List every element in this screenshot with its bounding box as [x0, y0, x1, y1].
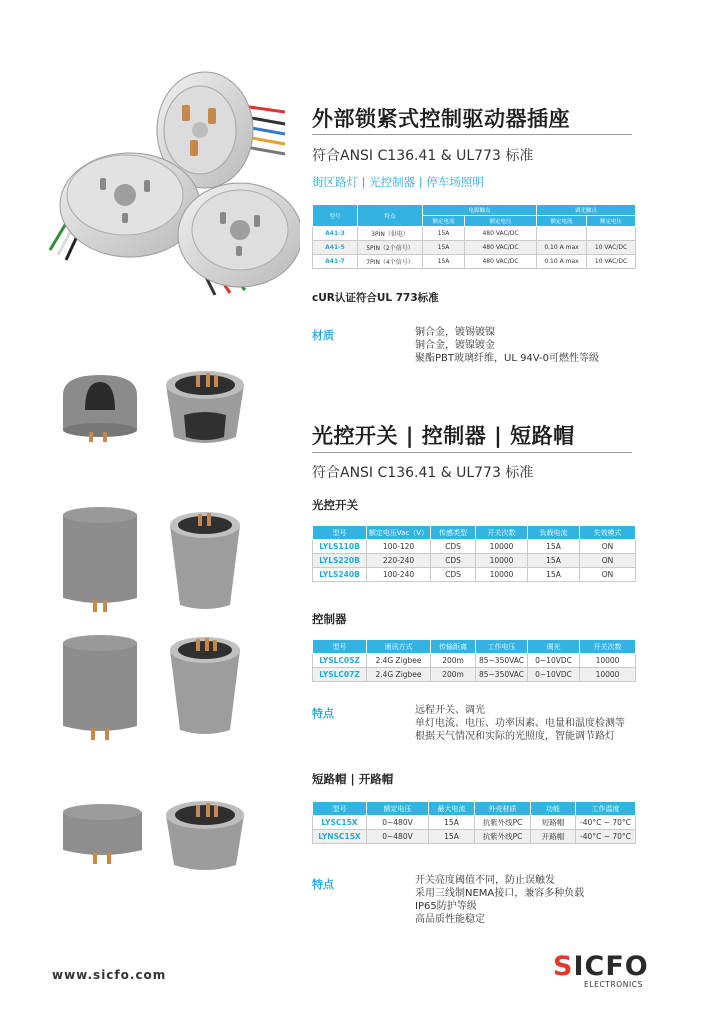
cell: 10000: [580, 654, 636, 668]
table-row: [313, 554, 636, 568]
col-cycles: 开关次数: [476, 526, 528, 540]
table-row: [313, 227, 636, 241]
cell-power-voltage: 480 VAC/DC: [465, 241, 537, 255]
cell-power-voltage: 480 VAC/DC: [465, 227, 537, 241]
col-power-voltage: 额定电压: [465, 216, 537, 227]
table-row: [313, 241, 636, 255]
logo-subtitle: ELECTRONICS: [583, 980, 643, 989]
cell: 15A: [528, 568, 580, 582]
socket-standard: 符合ANSI C136.41 & UL773 标准: [312, 148, 534, 164]
cell: 100-240: [367, 568, 431, 582]
feature-line: IP65防护等级: [415, 901, 477, 912]
cell: 0~10VDC: [528, 654, 580, 668]
cell-control-voltage: 10 VAC/DC: [587, 255, 636, 269]
feature-line: 开关亮度阈值不同，防止误触发: [415, 875, 555, 886]
socket-section-title: 外部锁紧式控制驱动器插座: [312, 107, 570, 131]
shorting-cap-open-image: [160, 795, 250, 880]
controller-feature-label: 特点: [312, 707, 334, 720]
cell-power-current: 15A: [423, 241, 465, 255]
cell: 2.4G Zigbee: [367, 654, 431, 668]
cell: ON: [580, 568, 636, 582]
cell: 10000: [476, 540, 528, 554]
cell-model: LYSC15X: [313, 816, 367, 830]
cell: 0~480V: [367, 816, 429, 830]
cell: 85~350VAC: [476, 668, 528, 682]
cell: 抗紫外线PC: [475, 816, 531, 830]
photocontrol-tall-image: [55, 500, 145, 615]
cell-control-current: 0.10 A max: [537, 255, 587, 269]
logo-s-letter: S: [553, 951, 574, 982]
cell: 0~480V: [367, 830, 429, 844]
cell: 抗紫外线PC: [475, 830, 531, 844]
table-row: [313, 255, 636, 269]
socket-spec-table: [312, 204, 636, 269]
cell-feature: 5PIN（2个信号）: [358, 241, 423, 255]
cell-power-voltage: 480 VAC/DC: [465, 255, 537, 269]
material-line: 聚酯PBT玻璃纤维，UL 94V-0可燃性等级: [415, 353, 600, 364]
col-current: 最大电流: [429, 802, 475, 816]
website-link[interactable]: www.sicfo.com: [52, 968, 167, 982]
cell: 200m: [431, 654, 476, 668]
sicfo-logo: [553, 951, 649, 989]
socket-product-image: [40, 50, 300, 305]
socket-applications: 街区路灯 | 光控制器 | 停车场照明: [312, 175, 484, 189]
col-voltage: 额定电压Vac（V）: [367, 526, 431, 540]
col-model: 型号: [313, 526, 367, 540]
shorting-subtitle: 短路帽 | 开路帽: [312, 772, 394, 786]
cell: 开路帽: [531, 830, 576, 844]
col-failmode: 失效模式: [580, 526, 636, 540]
col-model: 型号: [313, 802, 367, 816]
cell: 15A: [429, 830, 475, 844]
col-temp: 工作温度: [576, 802, 636, 816]
col-cycles: 开关次数: [580, 640, 636, 654]
shorting-feature-label: 特点: [312, 878, 334, 891]
feature-line: 根据天气情况和实际的光照度，智能调节路灯: [415, 731, 615, 742]
cell: -40°C ~ 70°C: [576, 830, 636, 844]
logo-wordmark: [553, 951, 649, 982]
col-control-voltage: 额定电压: [587, 216, 636, 227]
table-row: [313, 654, 636, 668]
controller-open-image-2: [160, 630, 250, 740]
logo-rest: ICFO: [573, 951, 649, 982]
switch-standard: 符合ANSI C136.41 & UL773 标准: [312, 465, 534, 481]
col-control-current: 额定电流: [537, 216, 587, 227]
material-list: [415, 326, 599, 365]
cell: 200m: [431, 668, 476, 682]
cell-control-voltage: 10 VAC/DC: [587, 241, 636, 255]
cell-model: LYNSC15X: [313, 830, 367, 844]
material-line: 铜合金，镀镍镀金: [415, 340, 495, 351]
feature-line: 采用三线制NEMA接口，兼容多种负载: [415, 888, 585, 899]
cell: ON: [580, 554, 636, 568]
cell-control-current: [537, 227, 587, 241]
col-power-group: 电源触点: [423, 205, 537, 216]
shorting-cap-image: [55, 800, 150, 870]
photocontrol-open-image: [160, 505, 250, 615]
material-label: 材质: [312, 329, 334, 342]
cell-feature: 7PIN（4个信号）: [358, 255, 423, 269]
col-housing: 外壳材质: [475, 802, 531, 816]
controller-feature-list: [415, 704, 625, 743]
cell: 100-120: [367, 540, 431, 554]
cell-model: LYLS220B: [313, 554, 367, 568]
cell-model: A41-5: [313, 241, 358, 255]
cell: 10000: [580, 668, 636, 682]
col-voltage: 额定电压: [367, 802, 429, 816]
cell: CDS: [431, 568, 476, 582]
table-row: [313, 668, 636, 682]
photocontrol-dome-image: [55, 370, 145, 445]
cell: 0~10VDC: [528, 668, 580, 682]
cell: CDS: [431, 554, 476, 568]
cell-power-current: 15A: [423, 227, 465, 241]
controller-subtitle: 控制器: [312, 612, 347, 626]
feature-line: 远程开关、调光: [415, 705, 485, 716]
cell: 15A: [429, 816, 475, 830]
cell-model: A41-7: [313, 255, 358, 269]
col-sensor: 传感类型: [431, 526, 476, 540]
shorting-feature-list: [415, 874, 584, 926]
col-model: 型号: [313, 640, 367, 654]
cell-feature: 3PIN（供电）: [358, 227, 423, 241]
feature-line: 高品质性能稳定: [415, 914, 485, 925]
table-row: [313, 568, 636, 582]
controller-tall-image: [55, 628, 145, 743]
table-row: [313, 540, 636, 554]
col-comm: 通讯方式: [367, 640, 431, 654]
switch-section-title: 光控开关 | 控制器 | 短路帽: [312, 424, 575, 448]
col-power-current: 额定电流: [423, 216, 465, 227]
col-model: 型号: [313, 205, 358, 227]
certification-note: cUR认证符合UL 773标准: [312, 292, 439, 304]
feature-line: 单灯电流、电压、功率因素、电量和温度检测等: [415, 718, 625, 729]
col-distance: 传输距离: [431, 640, 476, 654]
cell-model: LYSLC05Z: [313, 654, 367, 668]
controller-open-image: [160, 365, 250, 450]
cell: -40°C ~ 70°C: [576, 816, 636, 830]
photocontrol-table: [312, 525, 636, 582]
col-feature: 特点: [358, 205, 423, 227]
cell: ON: [580, 540, 636, 554]
cell: 短路帽: [531, 816, 576, 830]
table-row: [313, 830, 636, 844]
photocontrol-subtitle: 光控开关: [312, 498, 358, 512]
col-voltage: 工作电压: [476, 640, 528, 654]
cell: 10000: [476, 554, 528, 568]
cell: 10000: [476, 568, 528, 582]
shorting-table: [312, 801, 636, 844]
cell-model: LYSLC07Z: [313, 668, 367, 682]
cell-model: A41-3: [313, 227, 358, 241]
cell-model: LYLS110B: [313, 540, 367, 554]
col-load: 负载电流: [528, 526, 580, 540]
cell: 15A: [528, 554, 580, 568]
col-control-group: 调光触点: [537, 205, 636, 216]
col-dimming: 调光: [528, 640, 580, 654]
material-line: 铜合金，镀锡镀镍: [415, 327, 495, 338]
title-divider: [312, 452, 632, 453]
cell: 85~350VAC: [476, 654, 528, 668]
cell-control-voltage: [587, 227, 636, 241]
title-divider: [312, 134, 632, 135]
cell-model: LYLS240B: [313, 568, 367, 582]
cell: CDS: [431, 540, 476, 554]
cell-control-current: 0.10 A max: [537, 241, 587, 255]
cell: 220-240: [367, 554, 431, 568]
table-row: [313, 816, 636, 830]
controller-table: [312, 639, 636, 682]
col-function: 功能: [531, 802, 576, 816]
cell: 15A: [528, 540, 580, 554]
cell-power-current: 15A: [423, 255, 465, 269]
cell: 2.4G Zigbee: [367, 668, 431, 682]
